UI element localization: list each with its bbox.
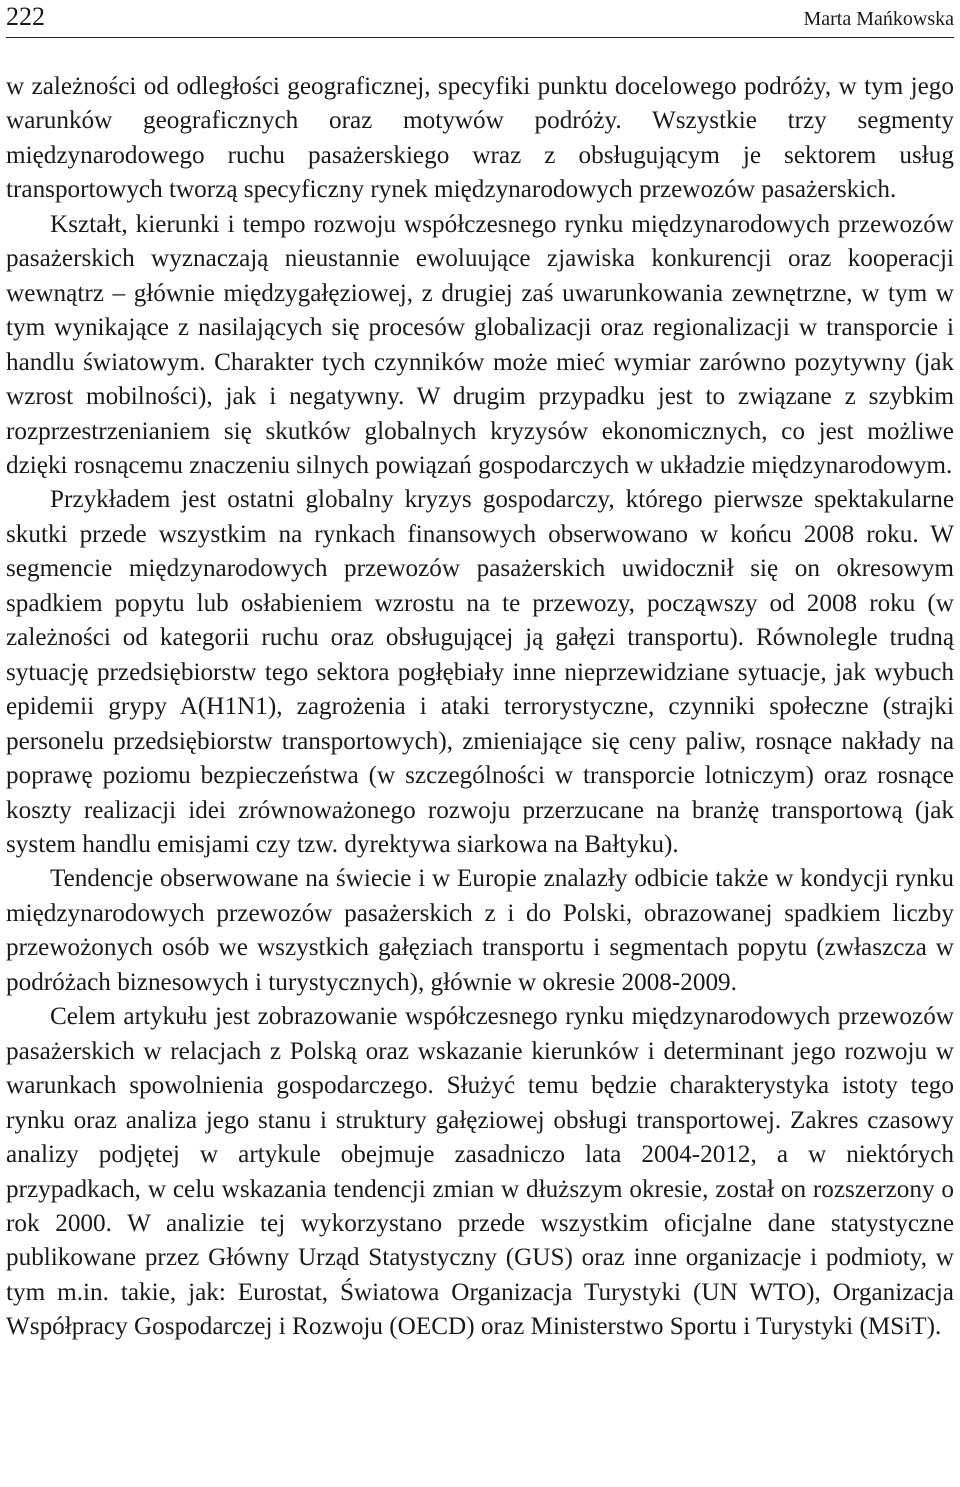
page-number: 222 <box>6 2 45 31</box>
running-header <box>6 0 954 38</box>
running-head-author: Marta Mańkowska <box>803 8 954 30</box>
paragraph: Kształt, kierunki i tempo rozwoju współczesnego rynku międzynarodowych przewozów pasażerskich wyznaczają nieustannie ewoluujące zjawiska konkurencji oraz kooperacji wewnątrz – głównie międzygałęziowej, z drugiej zaś uwarunkowania zewnętrzne, w tym w tym wynikające z nasilających się procesów globalizacji oraz regionalizacji w transporcie i handlu światowym. Charakter tych czynników może mieć wymiar zarówno pozytywny (jak wzrost mobilności), jak i negatywny. W drugim przypadku jest to związane z szybkim rozprzestrzenianiem się skutków globalnych kryzysów ekonomicznych, co jest możliwe dzięki rosnącemu znaczeniu silnych powiązań gospodarczych w układzie międzynarodowym. <box>6 210 954 479</box>
paragraph: Przykładem jest ostatni globalny kryzys gospodarczy, którego pierwsze spektakularne skutki przede wszystkim na rynkach finansowych obserwowano w końcu 2008 roku. W segmencie międzynarodowych przewozów pasażerskich uwidocznił się on okresowym spadkiem popytu lub osłabieniem wzrostu na te przewozy, począwszy od 2008 roku (w zależności od kategorii ruchu oraz obsługującej ją gałęzi transportu). Równolegle trudną sytuację przedsiębiorstw tego sektora pogłębiały inne nieprzewidziane sytuacje, jak wybuch epidemii grypy A(H1N1), zagrożenia i ataki terrorystyczne, czynniki społeczne (strajki personelu przedsiębiorstw transportowych), zmieniające się ceny paliw, rosnące nakłady na poprawę poziomu bezpieczeństwa (w szczególności w transporcie lotniczym) oraz rosnące koszty realizacji idei zrównoważonego rozwoju przerzucane na branżę transportową (jak system handlu emisjami czy tzw. dyrektywa siarkowa na Bałtyku). <box>6 486 954 858</box>
paragraph: w zależności od odległości geograficznej, specyfiki punktu docelowego podróży, w tym jego warunków geograficznych oraz motywów podróży. Wszystkie trzy segmenty międzynarodowego ruchu pasażerskiego wraz z obsługującym je sektorem usług transportowych tworzą specyficzny rynek międzynarodowych przewozów pasażerskich. <box>6 73 954 204</box>
paragraph: Tendencje obserwowane na świecie i w Europie znalazły odbicie także w kondycji rynku międzynarodowych przewozów pasażerskich z i do Polski, obrazowanej spadkiem liczby przewożonych osób we wszystkich gałęziach transportu i segmentach popytu (zwłaszcza w podróżach biznesowych i turystycznych), głównie w okresie 2008-2009. <box>6 865 954 996</box>
body-text <box>6 70 954 1345</box>
paragraph: Celem artykułu jest zobrazowanie współczesnego rynku międzynarodowych przewozów pasażerskich w relacjach z Polską oraz wskazanie kierunków i determinant jego rozwoju w warunkach spowolnienia gospodarczego. Służyć temu będzie charakterystyka istoty tego rynku oraz analiza jego stanu i struktury gałęziowej obsługi transportowej. Zakres czasowy analizy podjętej w artykule obejmuje zasadniczo lata 2004-2012, a w niektórych przypadkach, w celu wskazania tendencji zmian w dłuższym okresie, został on rozszerzony o rok 2000. W analizie tej wykorzystano przede wszystkim oficjalne dane statystyczne publikowane przez Główny Urząd Statystyczny (GUS) oraz inne organizacje i podmioty, w tym m.in. takie, jak: Eurostat, Światowa Organizacja Turystyki (UN WTO), Organizacja Współpracy Gospodarczej i Rozwoju (OECD) oraz Ministerstwo Sportu i Turystyki (MSiT). <box>6 1003 954 1341</box>
